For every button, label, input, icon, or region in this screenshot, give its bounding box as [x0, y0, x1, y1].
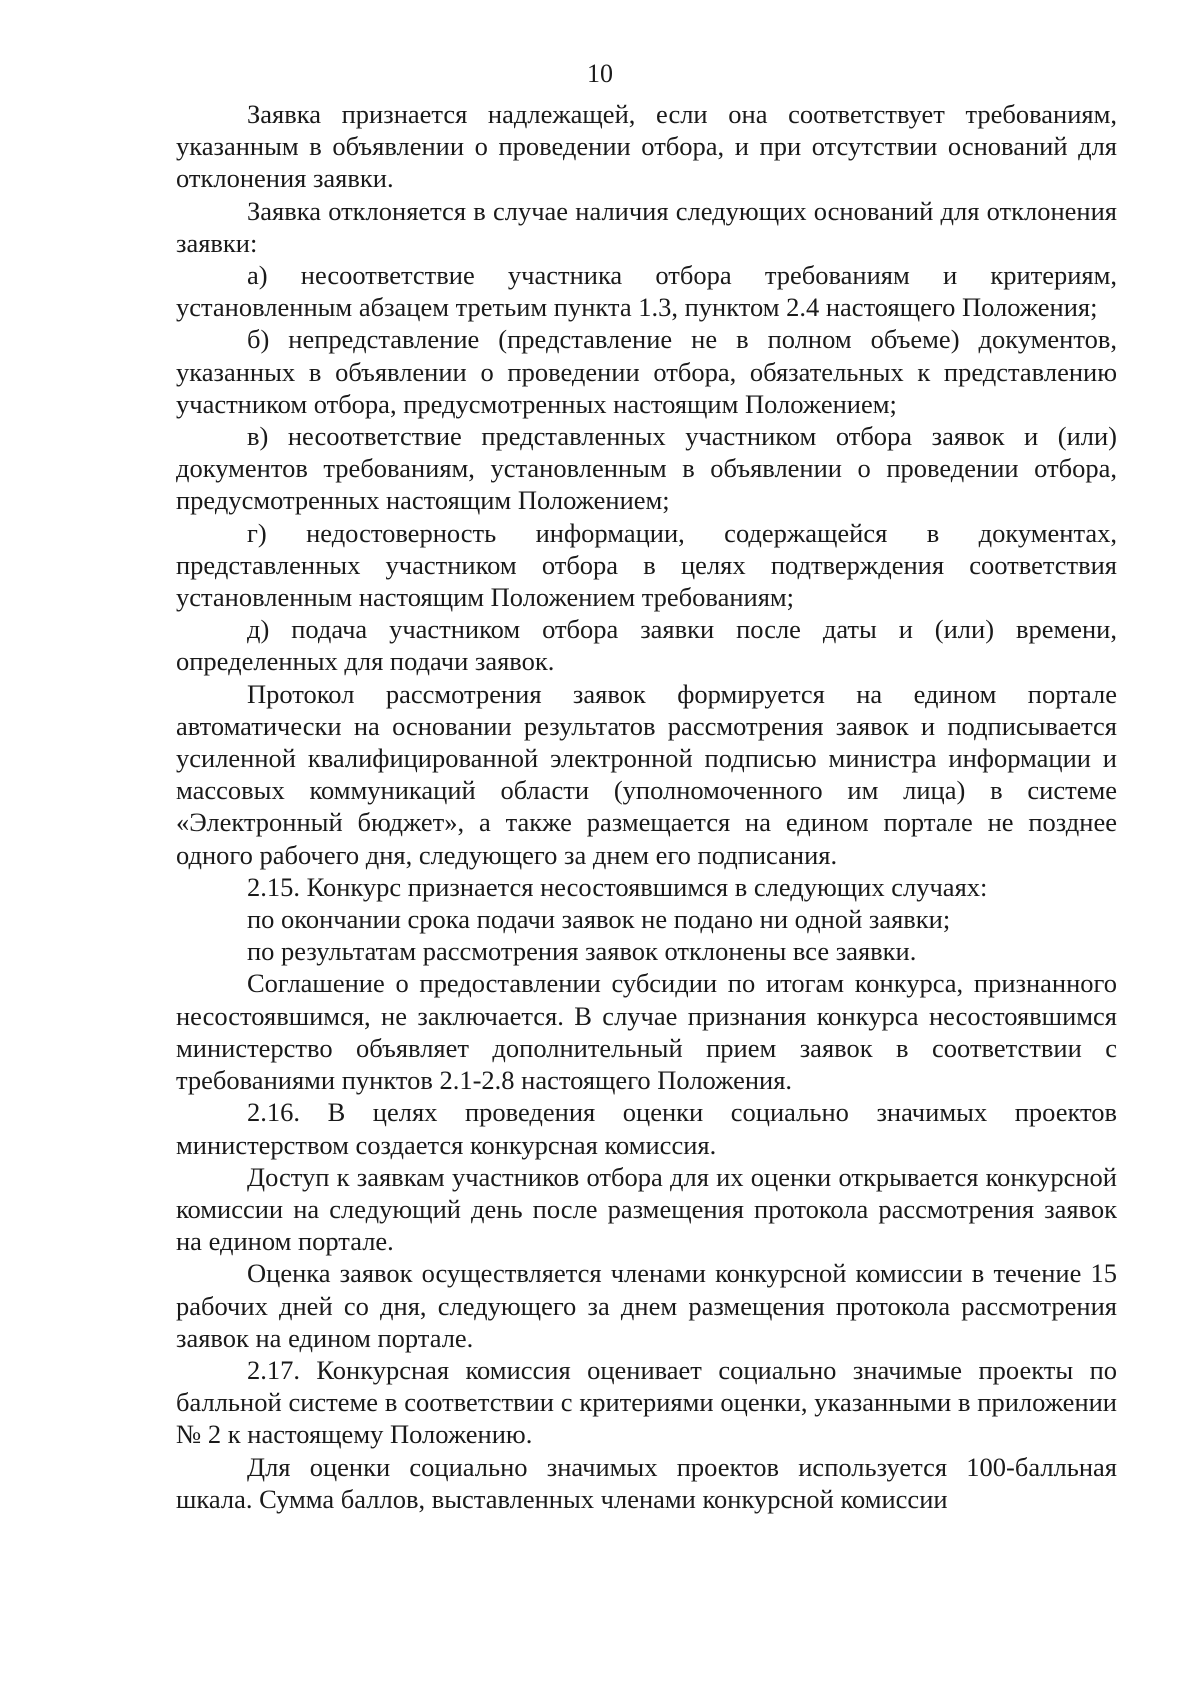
paragraph-application-accepted: Заявка признается надлежащей, если она соответствует требованиям, указанным в объявлении о проведении отбора, и при отсутствии оснований для отклонения заявки. — [176, 99, 1117, 194]
paragraph-commission-access: Доступ к заявкам участников отбора для их оценки открывается конкурсной комиссии на следующий день после размещения протокола рассмотрения заявок на едином портале. — [176, 1161, 1117, 1257]
paragraph-agreement: Соглашение о предоставлении субсидии по итогам конкурса, признанного несостоявшимся, не заключается. В случае признания конкурса несостоявшимся министерство объявляет дополнительный прием заявок в соответствии с требованиями пунктов 2.1-2.8 настоящего Положения. — [176, 968, 1117, 1096]
document-body — [176, 98, 1117, 1515]
paragraph-no-applications: по окончании срока подачи заявок не подано ни одной заявки; — [247, 904, 951, 935]
list-item-g: г) недостоверность информации, содержащейся в документах, представленных участником отбора в целях подтверждения соответствия установленным настоящим Положением требованиям; — [176, 517, 1117, 613]
list-item-b: б) непредставление (представление не в полном объеме) документов, указанных в объявлении о проведении отбора, обязательных к представлению участником отбора, предусмотренных настоящим Положением; — [176, 324, 1117, 419]
list-item-d: д) подача участником отбора заявки после даты и (или) времени, определенных для подачи заявок. — [176, 614, 1117, 677]
section-2-16: 2.16. В целях проведения оценки социально значимых проектов министерством создается конкурсная комиссия. — [176, 1097, 1117, 1160]
page-number: 10 — [587, 59, 613, 88]
paragraph-review-protocol: Протокол рассмотрения заявок формируется на едином портале автоматически на основании результатов рассмотрения заявок и подписывается усиленной квалифицированной электронной подписью министра информации и массовых коммуникаций области (уполномоченного им лица) в системе «Электронный бюджет», а также размещается на едином портале не позднее одного рабочего дня, следующего за днем его подписания. — [176, 678, 1117, 870]
section-2-17: 2.17. Конкурсная комиссия оценивает социально значимые проекты по балльной системе в соответствии с критериями оценки, указанными в приложении № 2 к настоящему Положению. — [176, 1354, 1117, 1450]
list-item-v: в) несоответствие представленных участником отбора заявок и (или) документов требованиям, установленным в объявлении о проведении отбора, предусмотренных настоящим Положением; — [176, 421, 1117, 516]
paragraph-all-rejected: по результатам рассмотрения заявок отклонены все заявки. — [247, 936, 917, 967]
section-2-15: 2.15. Конкурс признается несостоявшимся в следующих случаях: — [247, 871, 988, 902]
list-item-a: а) несоответствие участника отбора требованиям и критериям, установленным абзацем третьим пункта 1.3, пунктом 2.4 настоящего Положения; — [176, 260, 1117, 323]
paragraph-score-scale: Для оценки социально значимых проектов используется 100-балльная шкала. Сумма баллов, выставленных членами конкурсной комиссии — [176, 1451, 1117, 1514]
paragraph-rejection-grounds: Заявка отклоняется в случае наличия следующих оснований для отклонения заявки: — [176, 195, 1117, 258]
paragraph-evaluation-period: Оценка заявок осуществляется членами конкурсной комиссии в течение 15 рабочих дней со дня, следующего за днем размещения протокола рассмотрения заявок на едином портале. — [176, 1258, 1117, 1353]
